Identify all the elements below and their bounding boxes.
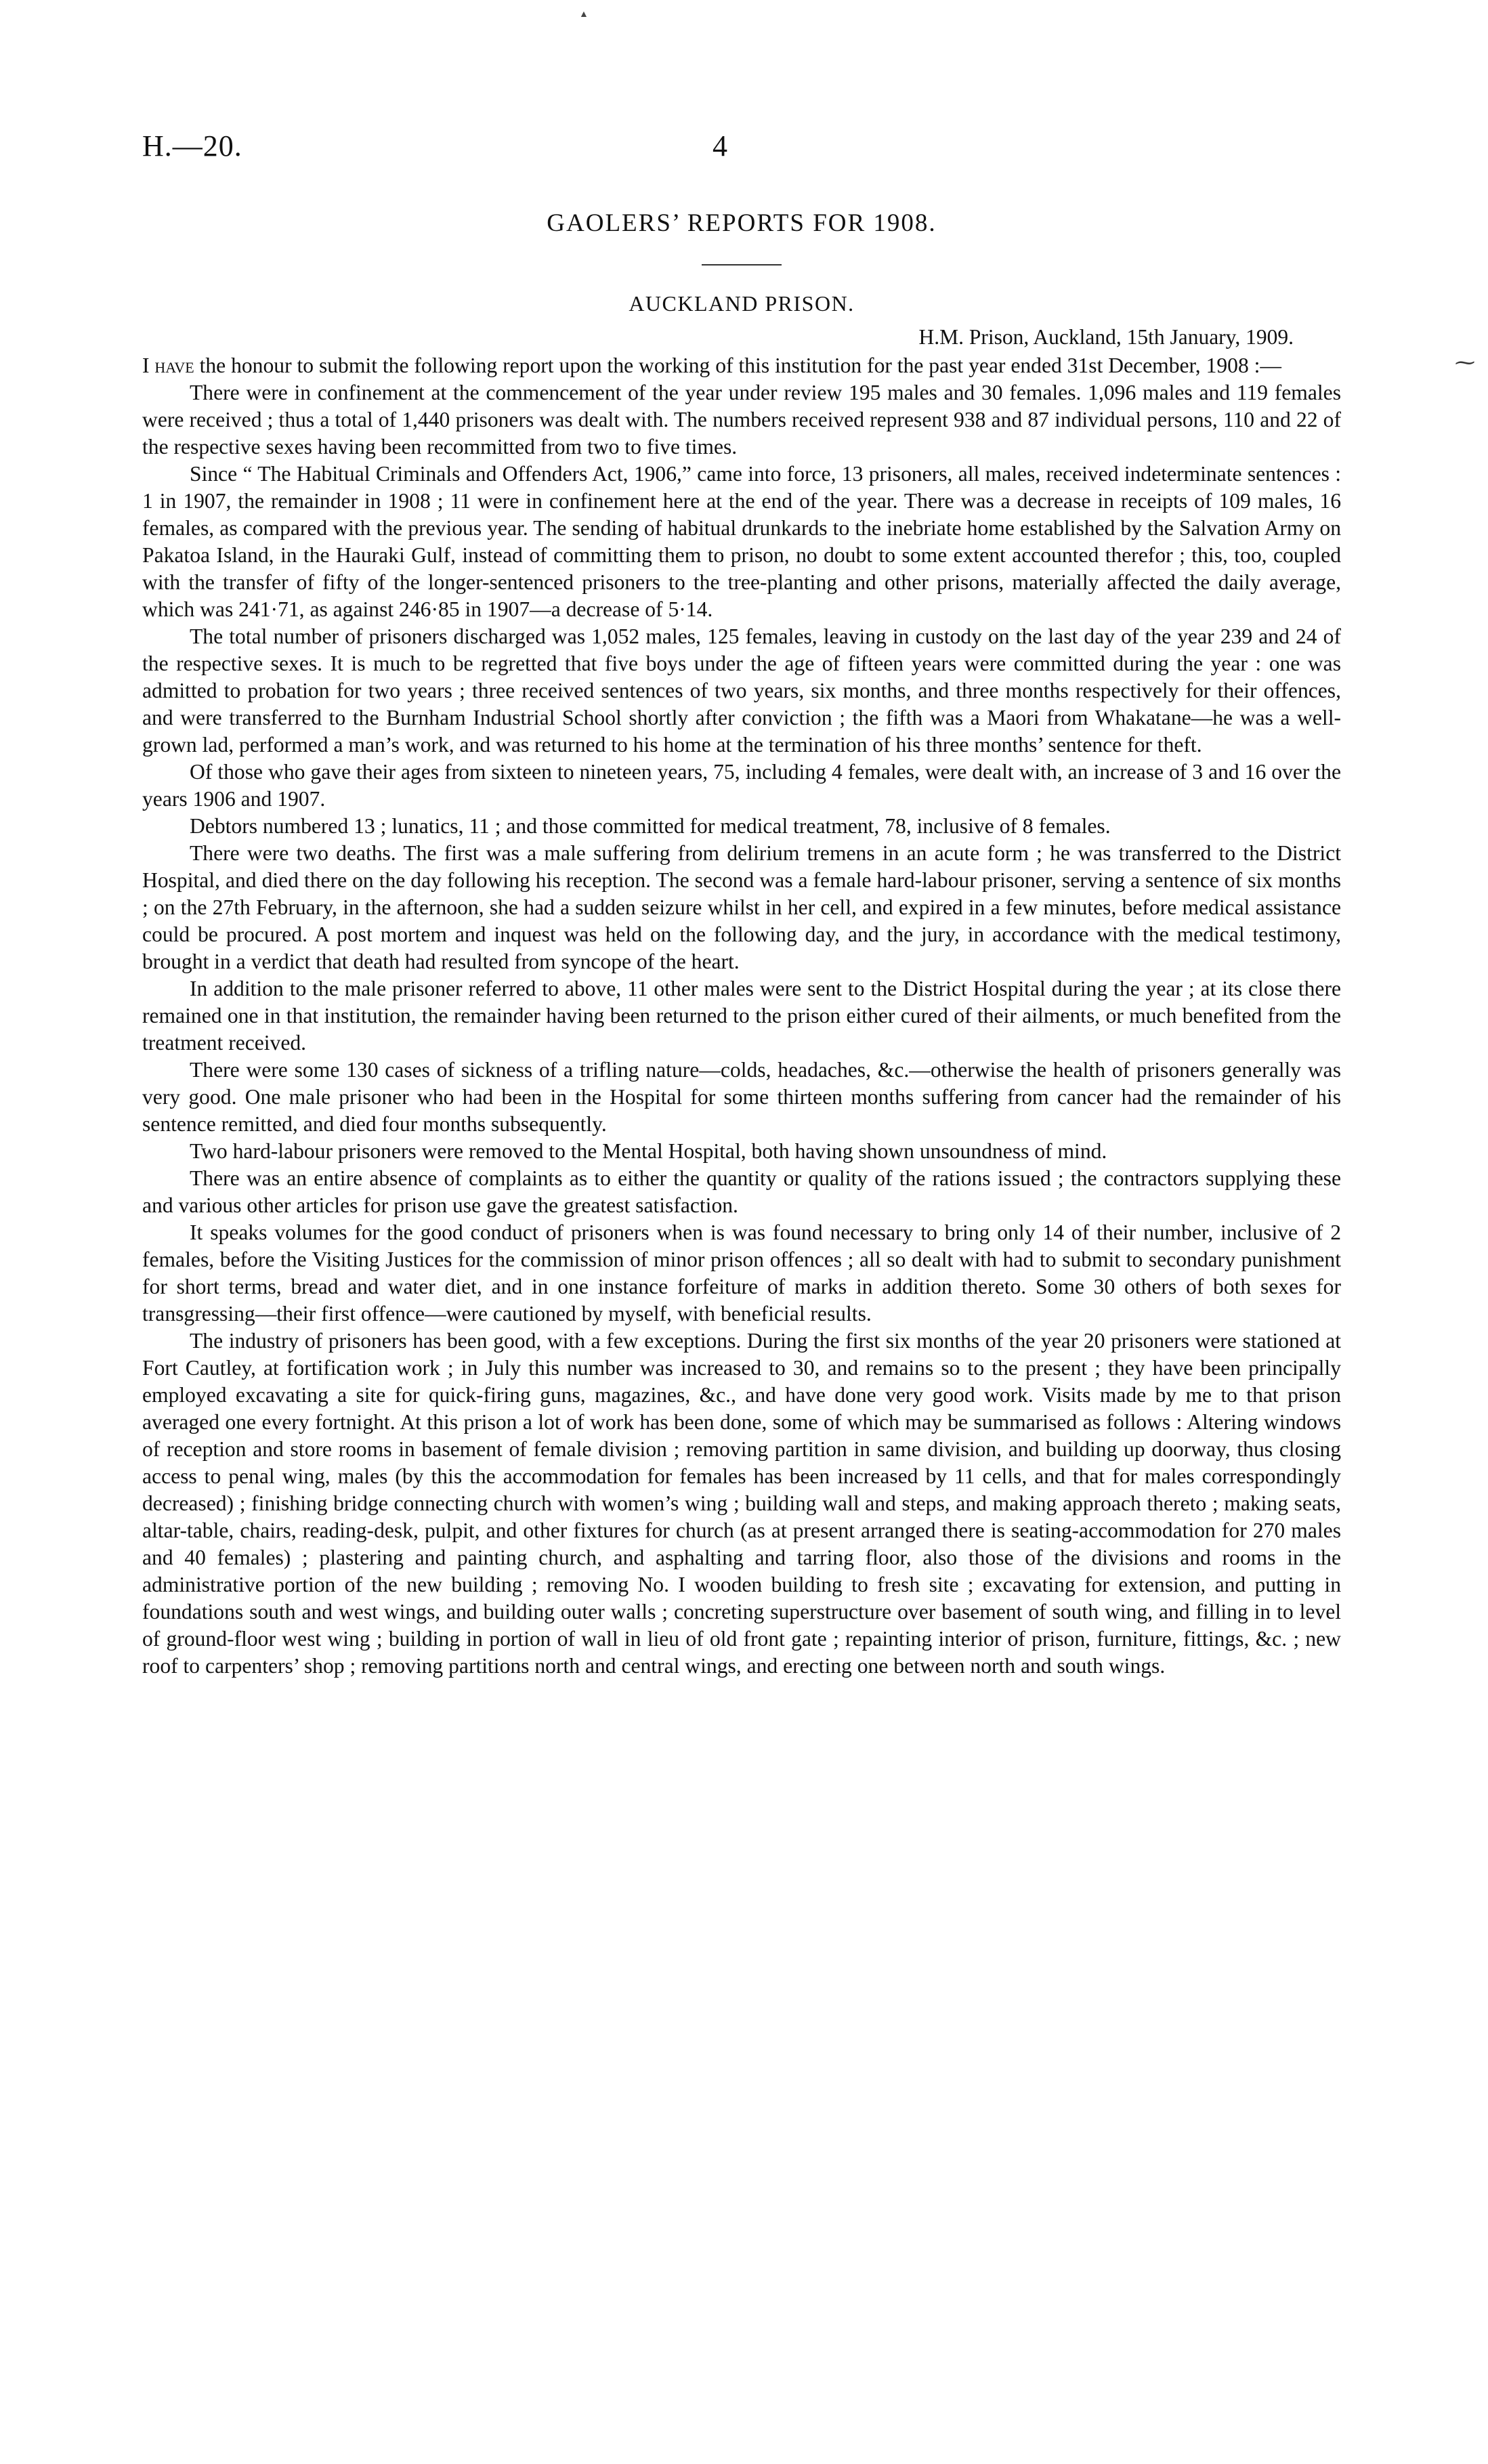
- print-speck: ▲: [579, 9, 589, 20]
- paragraph: There were some 130 cases of sickness of a trifling nature—colds, headaches, &c.—otherwise the health of prisoners generally was very good. One male prisoner who had been in the Hospital for some thirteen months suffering from cancer had the remainder of his sentence remitted, and died four months subsequently.: [142, 1058, 1341, 1136]
- paragraph: Debtors numbered 13 ; lunatics, 11 ; and those committed for medical treatment, 78, inclusive of 8 females.: [190, 814, 1111, 838]
- paragraph: It speaks volumes for the good conduct of prisoners when is was found necessary to bring only 14 of their number, inclusive of 2 females, before the Visiting Justices for the commission of minor prison offences ; all so dealt with had to submit to secondary punishment for short terms, bread and water diet, and in one instance forfeiture of marks in addition thereto. Some 30 others of both sexes for transgressing—their first offence—were cautioned by myself, with beneficial results.: [142, 1220, 1341, 1325]
- paragraph: In addition to the male prisoner referred to above, 11 other males were sent to the District Hospital during the year ; at its close there remained one in that institution, the remainder having been returned to the prison either cured of their ailments, or much benefited from the treatment received.: [142, 977, 1341, 1055]
- opening-words: I have: [142, 354, 194, 377]
- title-divider: [702, 264, 782, 265]
- margin-mark: ⁓: [1455, 352, 1475, 374]
- document-reference: H.—20.: [142, 129, 242, 163]
- page-number: 4: [713, 129, 727, 163]
- paragraph: Of those who gave their ages from sixteen to nineteen years, 75, including 4 females, were dealt with, an increase of 3 and 16 over the years 1906 and 1907.: [142, 760, 1341, 811]
- opening-text: the honour to submit the following report upon the working of this institution for the past year ended 31st December, 1908 :—: [194, 354, 1282, 377]
- document-title: GAOLERS’ REPORTS FOR 1908.: [547, 209, 937, 237]
- section-title: AUCKLAND PRISON.: [629, 291, 855, 316]
- opening-paragraph: [142, 352, 1341, 379]
- paragraph: The industry of prisoners has been good, with a few exceptions. During the first six months of the year 20 prisoners were stationed at Fort Cautley, at fortification work ; in July this number was increased to 30, and remains so to the present ; they have been principally employed excavating a site for quick-firing guns, magazines, &c., and have done very good work. Visits made by me to that prison averaged one every fortnight. At this prison a lot of work has been done, some of which may be summarised as follows : Altering windows of reception and store rooms in basement of female division ; removing partition in same division, and building up doorway, thus closing access to penal wing, males (by this the accommodation for females has been increased by 11 cells, and that for males correspondingly decreased) ; finishing bridge connecting church with women’s wing ; building wall and steps, and making approach thereto ; making seats, altar-table, chairs, reading-desk, pulpit, and other fixtures for church (as at present arranged there is seating-accommodation for 270 males and 40 females) ; plastering and painting church, and asphalting and tarring floor, also those of the divisions and rooms in the administrative portion of the new building ; removing No. I wooden building to fresh site ; excavating for extension, and putting in foundations south and west wings, and building outer walls ; concreting superstructure over basement of south wing, and filling in to level of ground-floor west wing ; building in portion of wall in lieu of old front gate ; repainting interior of prison, furniture, fittings, &c. ; new roof to carpenters’ shop ; removing partitions north and central wings, and erecting one between north and south wings.: [142, 1329, 1341, 1678]
- paragraph: Two hard-labour prisoners were removed to the Mental Hospital, both having shown unsoundness of mind.: [190, 1139, 1107, 1163]
- paragraph: Since “ The Habitual Criminals and Offenders Act, 1906,” came into force, 13 prisoners, all males, received indeterminate sentences : 1 in 1907, the remainder in 1908 ; 11 were in confinement here at the end of the year. There was a decrease in receipts of 109 males, 16 females, as compared with the previous year. The sending of habitual drunkards to the inebriate home established by the Salvation Army on Pakatoa Island, in the Hauraki Gulf, instead of committing them to prison, no doubt to some extent accounted therefor ; this, too, coupled with the transfer of fifty of the longer-sentenced prisoners to the tree-planting and other prisons, materially affected the daily average, which was 241·71, as against 246·85 in 1907—a decrease of 5·14.: [142, 462, 1341, 621]
- paragraph: There were in confinement at the commencement of the year under review 195 males and 30 females. 1,096 males and 119 females were received ; thus a total of 1,440 prisoners was dealt with. The numbers received represent 938 and 87 individual persons, 110 and 22 of the respective sexes having been recommitted from two to five times.: [142, 381, 1341, 459]
- paragraph: There was an entire absence of complaints as to either the quantity or quality of the rations issued ; the contractors supplying these and various other articles for prison use gave the greatest satisfaction.: [142, 1166, 1341, 1217]
- report-dateline: H.M. Prison, Auckland, 15th January, 1909.: [918, 325, 1294, 349]
- paragraph: There were two deaths. The first was a male suffering from delirium tremens in an acute form ; he was transferred to the District Hospital, and died there on the day following his reception. The second was a female hard-labour prisoner, serving a sentence of six months ; on the 27th February, in the afternoon, she had a sudden seizure whilst in her cell, and expired in a few minutes, before medical assistance could be procured. A post mortem and inquest was held on the following day, and the jury, in accordance with the medical testimony, brought in a verdict that death had resulted from syncope of the heart.: [142, 841, 1341, 973]
- report-body: [142, 352, 1341, 1680]
- paragraph: The total number of prisoners discharged was 1,052 males, 125 females, leaving in custody on the last day of the year 239 and 24 of the respective sexes. It is much to be regretted that five boys under the age of fifteen years were committed during the year : one was admitted to probation for two years ; three received sentences of two years, six months, and three months respectively for their offences, and were transferred to the Burnham Industrial School shortly after conviction ; the fifth was a Maori from Whakatane—he was a well-grown lad, performed a man’s work, and was returned to his home at the termination of his three months’ sentence for theft.: [142, 624, 1341, 757]
